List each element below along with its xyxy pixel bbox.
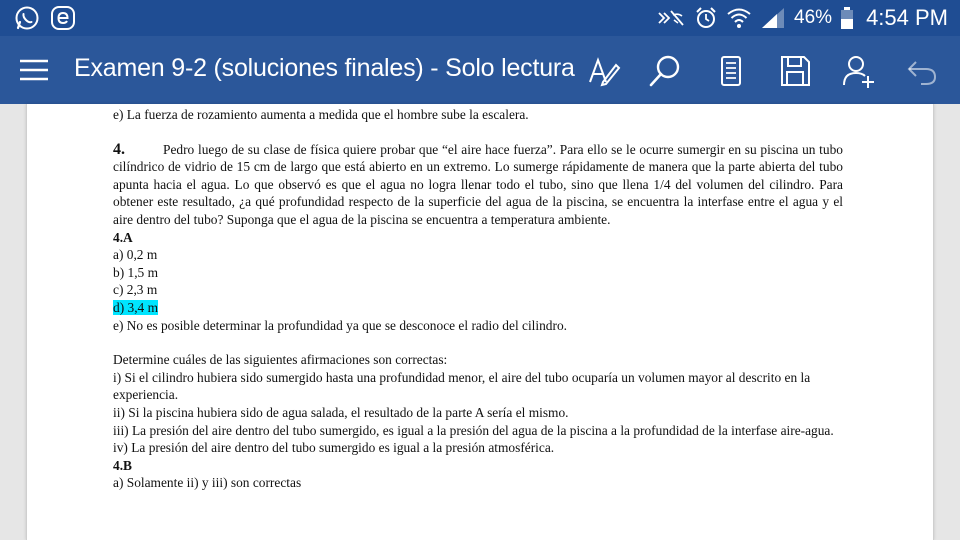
save-icon[interactable] xyxy=(776,52,814,90)
share-icon[interactable] xyxy=(840,52,878,90)
question-number: 4. xyxy=(113,140,125,158)
previous-option-e: e) La fuerza de rozamiento aumenta a medida que el hombre sube la escalera. xyxy=(113,107,529,122)
statement-i: i) Si el cilindro hubiera sido sumergido hasta una profundidad menor, el aire del tubo ocuparía un volumen mayor al descrito en la experiencia. xyxy=(113,369,811,403)
document-page[interactable] xyxy=(26,104,934,540)
statement-iv: iv) La presión del aire dentro del tubo sumergido es igual a la presión atmosférica. xyxy=(113,440,555,456)
document-title: Examen 9-2 (soluciones finales) - Solo lectura xyxy=(74,54,575,82)
menu-icon[interactable] xyxy=(18,56,50,84)
option-a: a) 0,2 m xyxy=(113,247,158,263)
mute-icon xyxy=(656,7,686,29)
part-b-option-a: a) Solamente ii) y iii) son correctas xyxy=(113,475,302,491)
question-4-statement xyxy=(113,141,843,229)
part-a-label: 4.A xyxy=(113,229,133,245)
option-b: b) 1,5 m xyxy=(113,264,159,280)
signal-icon xyxy=(760,6,786,30)
undo-icon[interactable] xyxy=(904,52,942,90)
whatsapp-icon xyxy=(14,5,40,31)
reading-view-icon[interactable] xyxy=(712,52,750,90)
question-4-text: Pedro luego de su clase de física quiere probar que “el aire hace fuerza”. Para ello se le ocurre sumergir en su piscina un tubo cilíndrico de vidrio de 15 cm de largo que está abierto en un extremo. Lo sumerge rápidamente de manera que la parte abierta del tubo apunta hacia el agua. Lo que observó es que el agua no logra llenar todo el tubo, sino que llena 1/4 del volumen del cilindro. Para obtener este resultado, ¿a qué profundidad respecto de la superficie del agua de la piscina, se encuentra la interfase entre el agua y el aire dentro del tubo? Suponga que el agua de la piscina se encuentra a temperatura ambiente. xyxy=(113,141,843,227)
battery-percent: 46% xyxy=(794,7,833,28)
search-icon[interactable] xyxy=(646,52,684,90)
wifi-icon xyxy=(726,6,752,30)
status-bar xyxy=(0,0,960,36)
e-app-icon xyxy=(50,5,76,31)
clock: 4:54 PM xyxy=(866,5,948,30)
part-b-label: 4.B xyxy=(113,457,132,473)
document-area[interactable] xyxy=(0,104,960,540)
statement-iii: iii) La presión del aire dentro del tubo sumergido, es igual a la presión del agua de la piscina a la profundidad de la interfase aire-agua. xyxy=(113,422,834,438)
highlighted-answer: d) 3,4 m xyxy=(113,299,159,315)
statement-ii: ii) Si la piscina hubiera sido de agua salada, el resultado de la parte A sería el mismo. xyxy=(113,404,569,420)
alarm-icon xyxy=(694,6,718,30)
part-b-intro: Determine cuáles de las siguientes afirmaciones son correctas: xyxy=(113,352,448,368)
option-c: c) 2,3 m xyxy=(113,282,158,298)
app-bar xyxy=(0,36,960,104)
edit-icon[interactable] xyxy=(584,52,622,90)
battery-icon xyxy=(840,6,854,30)
status-left-icons xyxy=(14,5,76,31)
document-content xyxy=(113,106,843,492)
option-e: e) No es posible determinar la profundidad ya que se desconoce el radio del cilindro. xyxy=(113,317,568,333)
option-d-highlighted xyxy=(113,299,843,317)
status-right xyxy=(656,0,948,36)
